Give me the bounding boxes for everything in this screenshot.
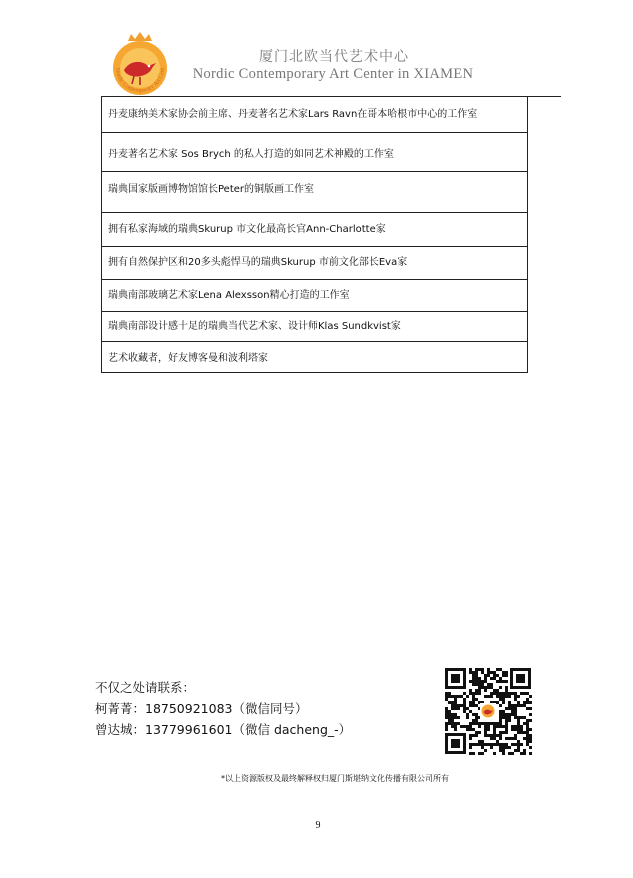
table-row — [101, 312, 528, 342]
table-cell: 丹麦著名艺术家 Sos Brych 的私人打造的如同艺术神殿的工作室 — [108, 149, 394, 160]
table-row — [101, 280, 528, 312]
table-cell: 拥有私家海域的瑞典Skurup 市文化最高长官Ann-Charlotte家 — [108, 224, 386, 235]
wechat-qr-code — [443, 666, 533, 756]
table-cell: 拥有自然保护区和20多头彪悍马的瑞典Skurup 市前文化部长Eva家 — [108, 257, 408, 268]
table-cell: 艺术收藏者，好友博客曼和波利塔家 — [108, 353, 268, 364]
page-number: 9 — [315, 820, 321, 831]
contact-heading: 不仅之处请联系： — [95, 680, 196, 695]
logo-ring-text: Nordic Contemporary Art Cent — [113, 67, 167, 95]
table-cell: 瑞典南部玻璃艺术家Lena Alexsson精心打造的工作室 — [108, 290, 350, 301]
table-cell: 丹麦康纳美术家协会前主席、丹麦著名艺术家Lars Ravn在哥本哈根市中心的工作室 — [108, 109, 478, 120]
contact-line-1: 柯菁菁：18750921083（微信同号） — [95, 701, 308, 716]
header-title-en: Nordic Contemporary Art Center in XIAMEN — [192, 66, 474, 82]
nordic-art-center-logo — [104, 30, 176, 102]
contact-line-2: 曾达城：13779961601（微信 dacheng_-） — [95, 722, 352, 737]
table-cell: 瑞典南部设计感十足的瑞典当代艺术家、设计师Klas Sundkvist家 — [108, 321, 401, 332]
copyright-footnote: *以上资源版权及最终解释权归厦门斯堪纳文化传播有限公司所有 — [221, 774, 449, 783]
table-row — [101, 342, 528, 373]
table-cell: 瑞典国家版画博物馆馆长Peter的铜版画工作室 — [108, 184, 315, 195]
header-title-cn: 厦门北欧当代艺术中心 — [259, 49, 409, 65]
table-row — [101, 213, 528, 247]
table-row — [101, 133, 528, 172]
table-row — [101, 96, 528, 133]
table-row — [101, 172, 528, 213]
table-row — [101, 247, 528, 280]
